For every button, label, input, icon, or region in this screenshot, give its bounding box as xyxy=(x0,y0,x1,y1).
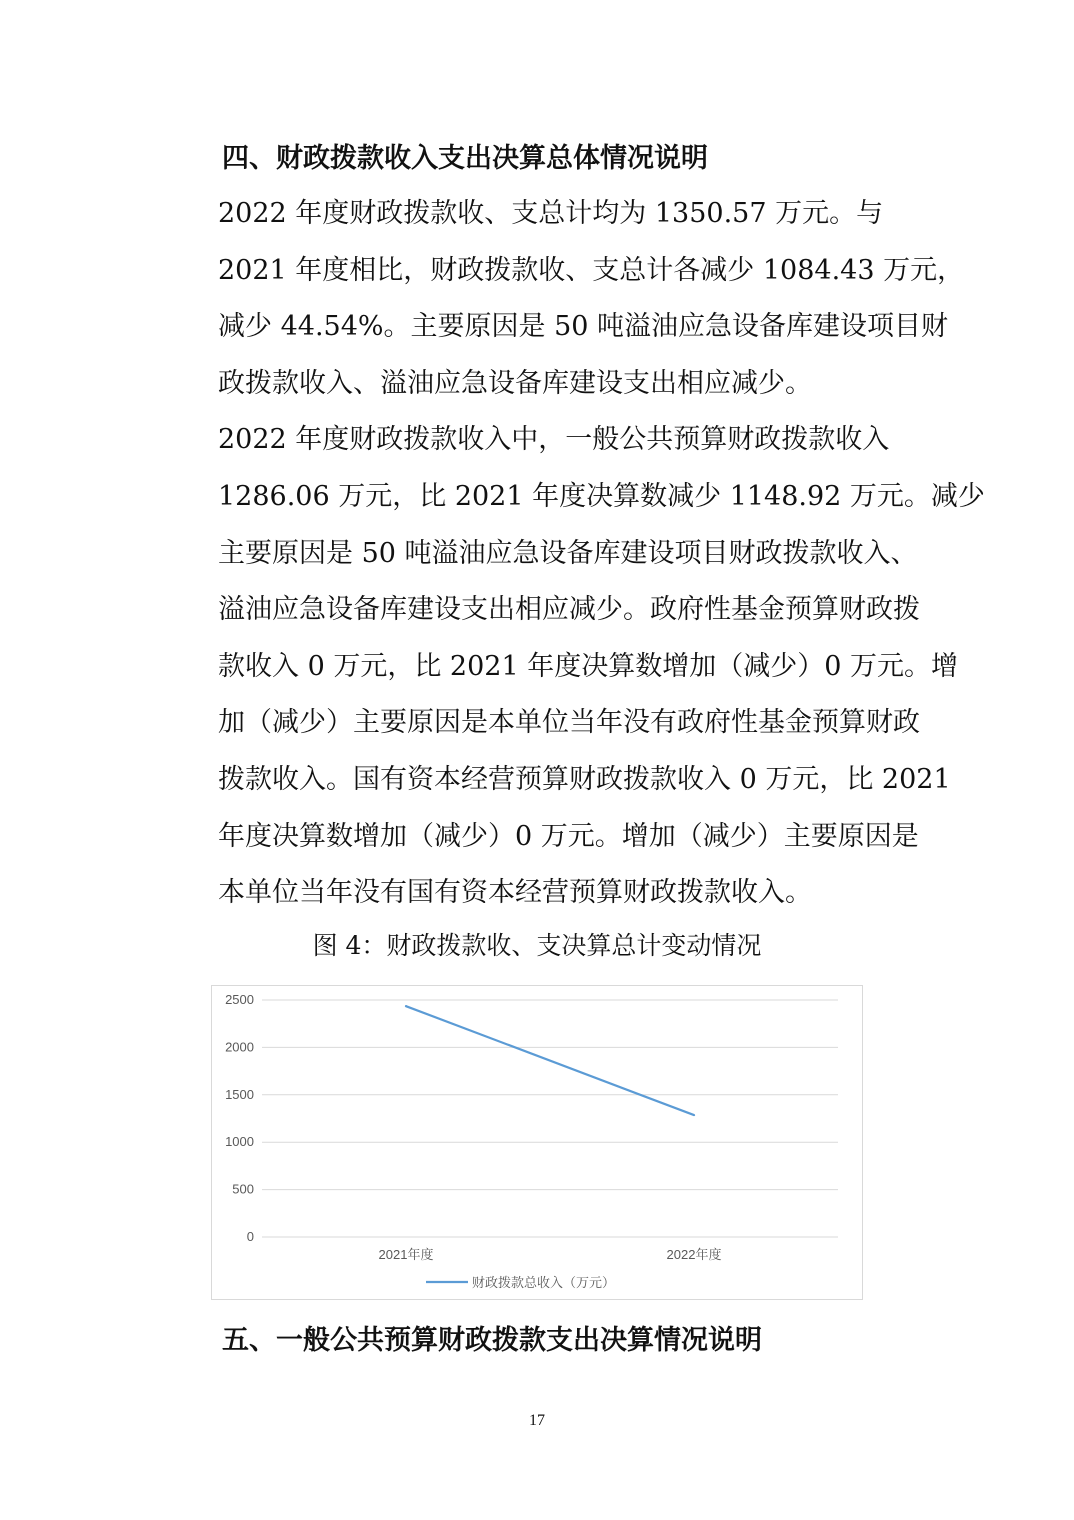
text-line: 主要原因是 50 吨溢油应急设备库建设项目财政拨款收入、 xyxy=(218,537,918,569)
series-line xyxy=(406,1006,694,1115)
x-tick-label: 2022年度 xyxy=(666,1247,722,1262)
figure-caption: 图 4：财政拨款收、支决算总计变动情况 xyxy=(312,931,762,960)
chart-svg xyxy=(212,986,862,1299)
y-tick-label: 500 xyxy=(232,1181,254,1197)
section-5-heading: 五、一般公共预算财政拨款支出决算情况说明 xyxy=(222,1325,762,1356)
text-line: 本单位当年没有国有资本经营预算财政拨款收入。 xyxy=(218,877,812,909)
y-tick-label: 1500 xyxy=(225,1086,254,1102)
y-tick-label: 1000 xyxy=(225,1134,254,1150)
text-line: 政拨款收入、溢油应急设备库建设支出相应减少。 xyxy=(218,367,812,399)
section-4-body xyxy=(164,186,985,922)
text-line: 款收入 0 万元，比 2021 年度决算数增加（减少）0 万元。增 xyxy=(218,650,958,682)
paragraph-2 xyxy=(164,412,985,921)
text-line: 加（减少）主要原因是本单位当年没有政府性基金预算财政 xyxy=(218,707,920,739)
y-tick-label: 2500 xyxy=(225,992,254,1007)
section-4-heading: 四、财政拨款收入支出决算总体情况说明 xyxy=(222,143,708,174)
text-line: 2021 年度相比，财政拨款收、支总计各减少 1084.43 万元， xyxy=(218,254,965,286)
text-line: 减少 44.54%。主要原因是 50 吨溢油应急设备库建设项目财 xyxy=(218,311,949,343)
text-line: 1286.06 万元，比 2021 年度决算数减少 1148.92 万元。减少 xyxy=(218,480,985,512)
text-line: 2022 年度财政拨款收、支总计均为 1350.57 万元。与 xyxy=(218,198,884,229)
text-line: 拨款收入。国有资本经营预算财政拨款收入 0 万元，比 2021 xyxy=(218,763,951,795)
page-number: 17 xyxy=(529,1412,545,1429)
legend-label: 财政拨款总收入（万元） xyxy=(472,1276,616,1291)
y-tick-label: 0 xyxy=(246,1229,254,1244)
text-line: 2022 年度财政拨款收入中，一般公共预算财政拨款收入 xyxy=(218,424,890,456)
x-tick-label: 2021年度 xyxy=(378,1247,434,1262)
y-tick-label: 2000 xyxy=(225,1039,254,1055)
line-chart xyxy=(211,985,863,1300)
data-point xyxy=(693,1114,695,1116)
text-line: 溢油应急设备库建设支出相应减少。政府性基金预算财政拨 xyxy=(218,594,920,626)
paragraph-1 xyxy=(164,186,965,412)
data-point xyxy=(405,1005,407,1007)
text-line: 年度决算数增加（减少）0 万元。增加（减少）主要原因是 xyxy=(218,820,919,852)
